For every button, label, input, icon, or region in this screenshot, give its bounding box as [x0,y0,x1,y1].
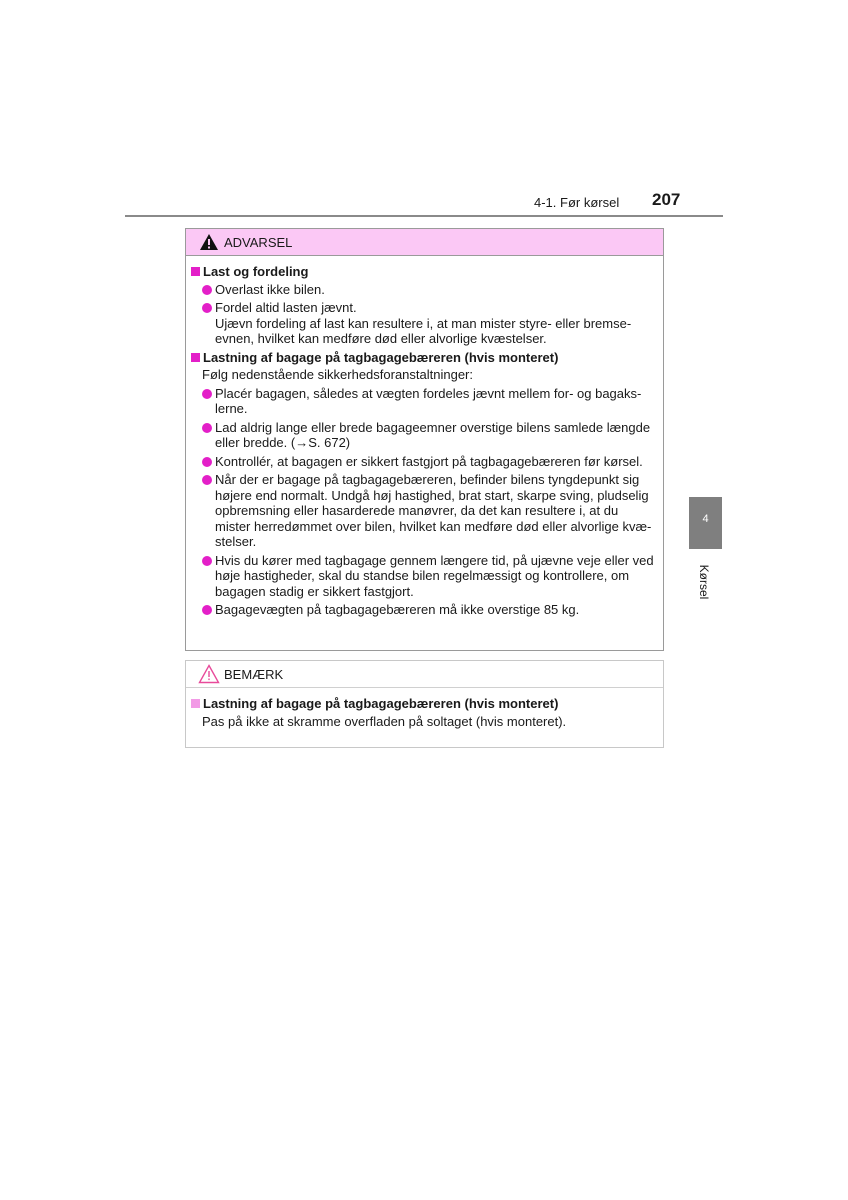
square-bullet-icon [191,699,200,708]
warning-title: ADVARSEL [224,234,293,250]
bullet-text: Bagagevægten på tagbagagebæreren må ikke overstige 85 kg. [215,602,580,617]
chapter-label-text: Kørsel [697,564,711,600]
warning-triangle-icon [194,229,224,255]
notice-header [186,661,663,688]
warning-header [186,229,663,256]
bullet-content [215,282,657,298]
bullet-content [215,420,657,451]
round-bullet-icon [202,303,212,313]
bullet-subtext: Ujævn fordeling af last kan resultere i, at man mister styre- eller bremse-evnen, hvilket kan medføre død eller alvorlige kvæstelser. [215,315,632,346]
round-bullet-icon [202,605,212,615]
notice-title: BEMÆRK [224,666,284,682]
bullet-item [190,553,657,600]
bullet-text: Placér bagagen, således at vægten fordeles jævnt mellem for- og bagaks-lerne. [215,385,642,416]
bullet-text: Fordel altid lasten jævnt. [215,300,357,315]
chapter-label [692,557,716,607]
square-bullet-icon [191,267,200,276]
warning-box [185,228,664,651]
bullet-text: Lad aldrig lange eller brede bagageemner overstige bilens samlede længde eller bredde. (→S. 672) [215,419,651,450]
section-title: 4-1. Før kørsel [534,195,620,210]
bullet-item [190,282,657,298]
round-bullet-icon [202,556,212,566]
caution-triangle-icon [194,661,224,687]
section-intro: Følg nedenstående sikkerhedsforanstaltninger: [202,367,473,382]
warning-section-title-text: Last og fordeling [203,264,309,279]
notice-text: Pas på ikke at skramme overfladen på soltaget (hvis monteret). [202,713,567,729]
bullet-content [215,472,657,550]
bullet-text: Når der er bagage på tagbagagebæreren, befinder bilens tyngdepunkt sig højere end normalt. Undgå høj hastighed, brat start, skarpe sving, pludselig opbremsning eller hasarderede manøvrer, da det kan resultere i, at du mister herredømmet over bilen, hvilket kan medføre død eller alvorlige kvæ-stelser. [215,472,652,549]
header-divider [125,215,723,217]
bullet-item [190,602,657,618]
bullet-item [190,454,657,470]
bullet-content [215,386,657,417]
notice-section-title-text: Lastning af bagage på tagbagagebæreren (hvis monteret) [203,696,559,711]
notice-box [185,660,664,748]
round-bullet-icon [202,423,212,433]
square-bullet-icon [191,353,200,362]
round-bullet-icon [202,389,212,399]
bullet-content [215,553,657,600]
bullet-item [190,420,657,451]
notice-body [186,688,663,729]
warning-body [186,256,663,618]
bullet-text: Hvis du kører med tagbagage gennem længere tid, på ujævne veje eller ved høje hastigheder, skal du standse bilen regelmæssigt og kontrollere, om bagagen stadig er sikkert fastgjort. [215,552,654,599]
round-bullet-icon [202,475,212,485]
round-bullet-icon [202,285,212,295]
chapter-tab: 4 [689,497,722,549]
round-bullet-icon [202,457,212,467]
warning-section-title-text: Lastning af bagage på tagbagagebæreren (hvis monteret) [203,349,559,365]
bullet-content [215,454,657,470]
bullet-text: Kontrollér, at bagagen er sikkert fastgjort på tagbagagebæreren før kørsel. [215,453,643,469]
bullet-content [215,300,657,347]
bullet-text: Overlast ikke bilen. [215,281,325,297]
page-number: 207 [652,190,681,209]
notice-section-title [190,696,657,712]
bullet-item [190,386,657,417]
warning-section-title [190,350,657,366]
warning-section-title [190,264,657,280]
bullet-content [215,602,657,618]
bullet-item [190,300,657,347]
bullet-item [190,472,657,550]
